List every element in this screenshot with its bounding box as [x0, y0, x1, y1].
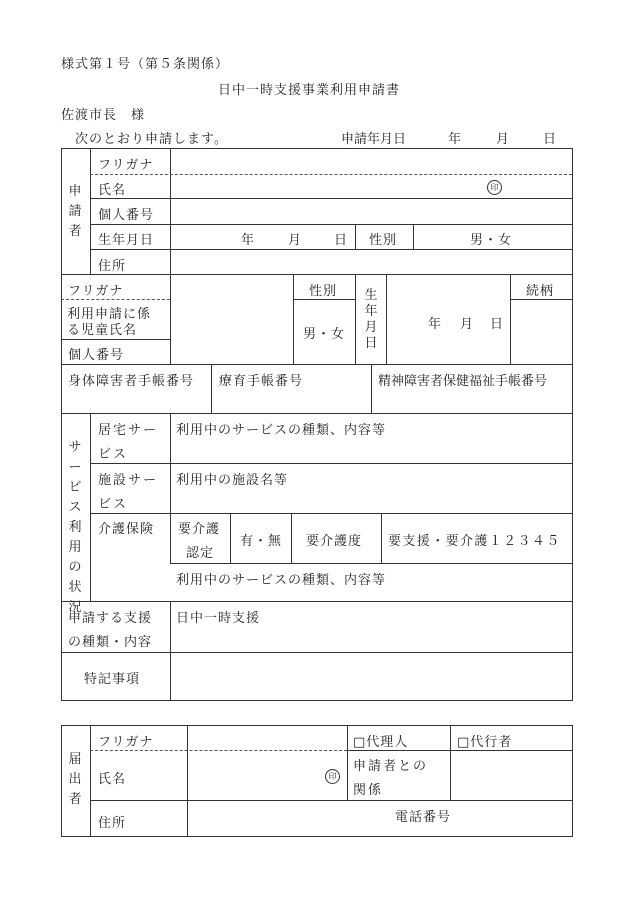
facility-service-label-line2: ビス — [98, 497, 129, 512]
filer-address-label: 住所 — [98, 816, 127, 831]
mental-handbook-label: 精神障害者保健福祉手帳番号 — [378, 374, 548, 389]
child-personal-number-label: 個人番号 — [68, 348, 125, 363]
filer-section-label: 届出者 — [68, 752, 82, 807]
rehabilitation-handbook-label: 療育手帳番号 — [219, 374, 304, 389]
filer-proxy-checkbox-label: □代行者 — [457, 735, 513, 750]
applicant-birth-year: 年 — [241, 233, 255, 248]
applicant-birth-month: 月 — [288, 233, 302, 248]
child-birth-month: 月 — [460, 317, 474, 332]
intro-text: 次のとおり申請します。 — [75, 132, 228, 147]
applicant-furigana-label: フリガナ — [98, 158, 154, 173]
applicant-sex-options: 男・女 — [470, 233, 513, 248]
addressee: 佐渡市長 様 — [61, 108, 146, 123]
facility-service-detail: 利用中の施設名等 — [176, 473, 289, 488]
applicant-sex-label: 性別 — [369, 233, 398, 248]
applicant-seal: 印 — [487, 180, 502, 195]
care-yes-no: 有・無 — [240, 534, 283, 549]
filer-agent-checkbox-label: □代理人 — [353, 735, 409, 750]
filer-name-label: 氏名 — [98, 772, 127, 787]
facility-service-label-line1: 施設サー — [98, 473, 159, 488]
care-insurance-label: 介護保険 — [98, 522, 155, 537]
support-type-label-line1: 申請する支援 — [68, 611, 153, 626]
care-levels: 要支援・要介護１２３４５ — [388, 534, 561, 549]
care-level-label: 要介護度 — [306, 534, 363, 549]
child-birthdate-label: 生年月日 — [364, 288, 378, 351]
support-type-label-line2: の種類・内容 — [68, 635, 153, 650]
applicant-birth-day: 日 — [334, 233, 348, 248]
form-number: 様式第１号（第５条関係） — [61, 57, 230, 72]
child-name-label-line1: 利用申請に係 — [67, 307, 152, 322]
child-sex-label: 性別 — [309, 284, 338, 299]
form-title: 日中一時支援事業利用申請書 — [218, 83, 401, 98]
filer-furigana-label: フリガナ — [98, 735, 154, 750]
child-sex-options: 男・女 — [303, 327, 346, 342]
application-date-month: 月 — [496, 132, 510, 147]
care-certification-label-line2: 認定 — [186, 546, 215, 561]
filer-phone-label: 電話番号 — [395, 810, 452, 825]
filer-relation-label-line2: 関係 — [353, 783, 384, 798]
application-date-label: 申請年月日 — [341, 132, 407, 147]
home-service-label-line2: ビス — [98, 447, 129, 462]
child-birth-year: 年 — [428, 317, 442, 332]
application-date-day: 日 — [543, 132, 557, 147]
applicant-birthdate-label: 生年月日 — [98, 233, 155, 248]
child-relation-label: 続柄 — [526, 284, 555, 299]
child-name-label-line2: る児童氏名 — [67, 323, 138, 338]
support-type-value: 日中一時支援 — [176, 611, 261, 626]
care-certification-label-line1: 要介護 — [178, 522, 221, 537]
home-service-detail: 利用中のサービスの種類、内容等 — [176, 423, 387, 438]
services-section-label: サービス利用の状況 — [68, 440, 82, 615]
notes-label: 特記事項 — [84, 672, 141, 687]
application-date-year: 年 — [448, 132, 462, 147]
physical-handbook-label: 身体障害者手帳番号 — [68, 374, 195, 389]
filer-relation-label-line1: 申請者との — [353, 759, 429, 774]
care-service-detail: 利用中のサービスの種類、内容等 — [176, 573, 387, 588]
applicant-section-label: 申請者 — [68, 184, 82, 239]
applicant-address-label: 住所 — [98, 259, 127, 274]
home-service-label-line1: 居宅サー — [98, 423, 159, 438]
applicant-name-label: 氏名 — [98, 183, 127, 198]
applicant-personal-number-label: 個人番号 — [98, 208, 155, 223]
child-birth-day: 日 — [490, 317, 504, 332]
filer-seal: 印 — [325, 769, 340, 784]
child-furigana-label: フリガナ — [68, 284, 124, 299]
